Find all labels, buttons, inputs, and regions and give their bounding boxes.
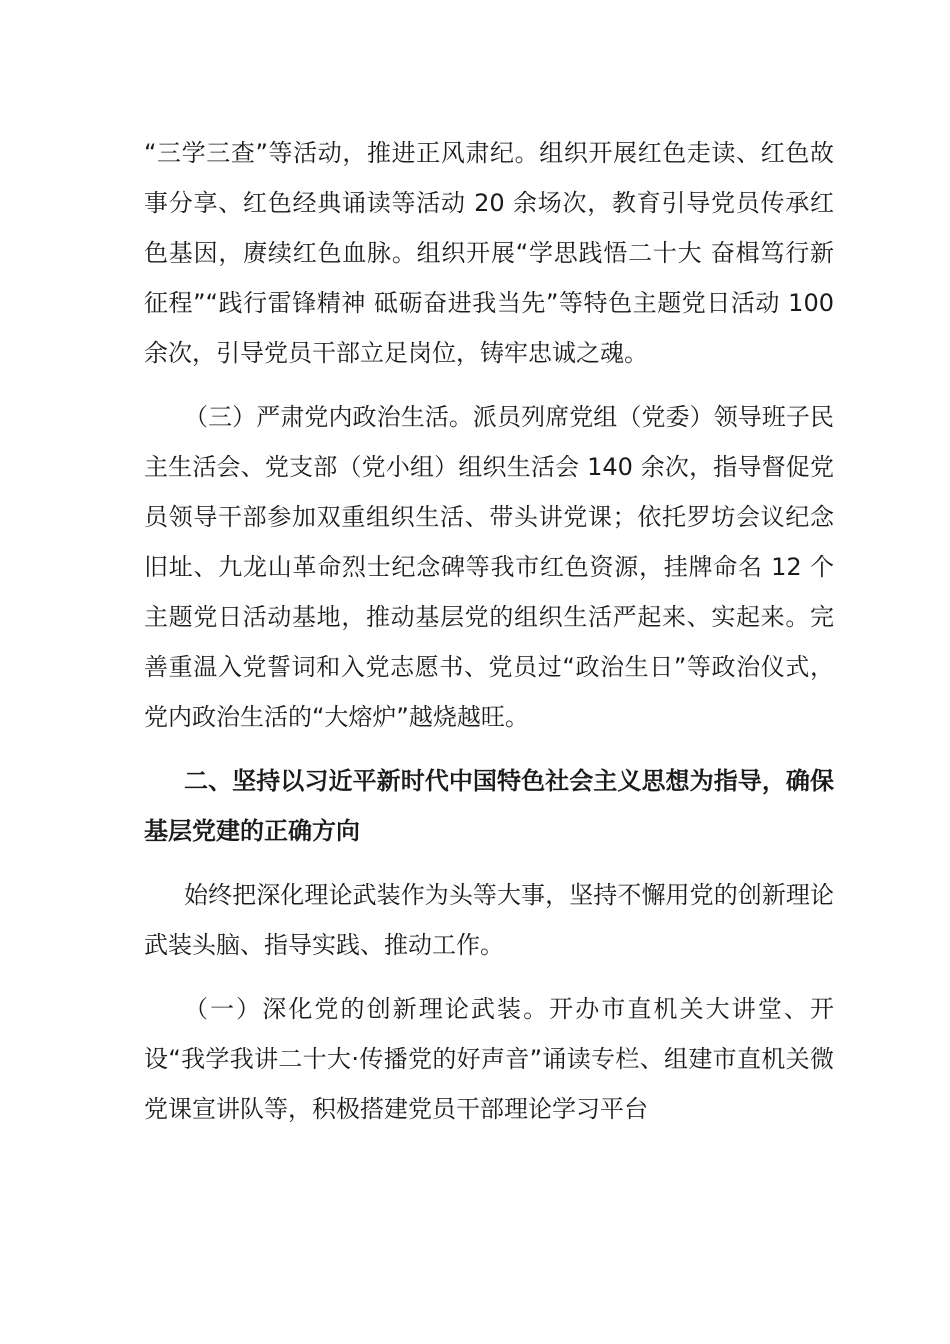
paragraph-continuation: “三学三查”等活动，推进正风肃纪。组织开展红色走读、红色故事分享、红色经典诵读等活动 20 余场次，教育引导党员传承红色基因，赓续红色血脉。组织开展“学思践悟二十大 奋楫笃行新征程”“践行雷锋精神 砥砺奋进我当先”等特色主题党日活动 100 余次，引导党员干部立足岗位，铸牢忠诚之魂。 [144,139,834,367]
paragraph-section-one: （一）深化党的创新理论武装。开办市直机关大讲堂、开设“我学我讲二十大·传播党的好声音”诵读专栏、组建市直机关微党课宣讲队等，积极搭建党员干部理论学习平台 [144,995,834,1123]
paragraph-section-three: （三）严肃党内政治生活。派员列席党组（党委）领导班子民主生活会、党支部（党小组）组织生活会 140 余次，指导督促党员领导干部参加双重组织生活、带头讲党课；依托罗坊会议纪念旧址、九龙山革命烈士纪念碑等我市红色资源，挂牌命名 12 个主题党日活动基地，推动基层党的组织生活严起来、实起来。完善重温入党誓词和入党志愿书、党员过“政治生日”等政治仪式，党内政治生活的“大熔炉”越烧越旺。 [144,403,834,731]
paragraph-intro: 始终把深化理论武装作为头等大事，坚持不懈用党的创新理论武装头脑、指导实践、推动工作。 [144,881,834,959]
section-heading-two: 二、坚持以习近平新时代中国特色社会主义思想为指导，确保基层党建的正确方向 [144,767,834,845]
document-body [144,128,834,1134]
